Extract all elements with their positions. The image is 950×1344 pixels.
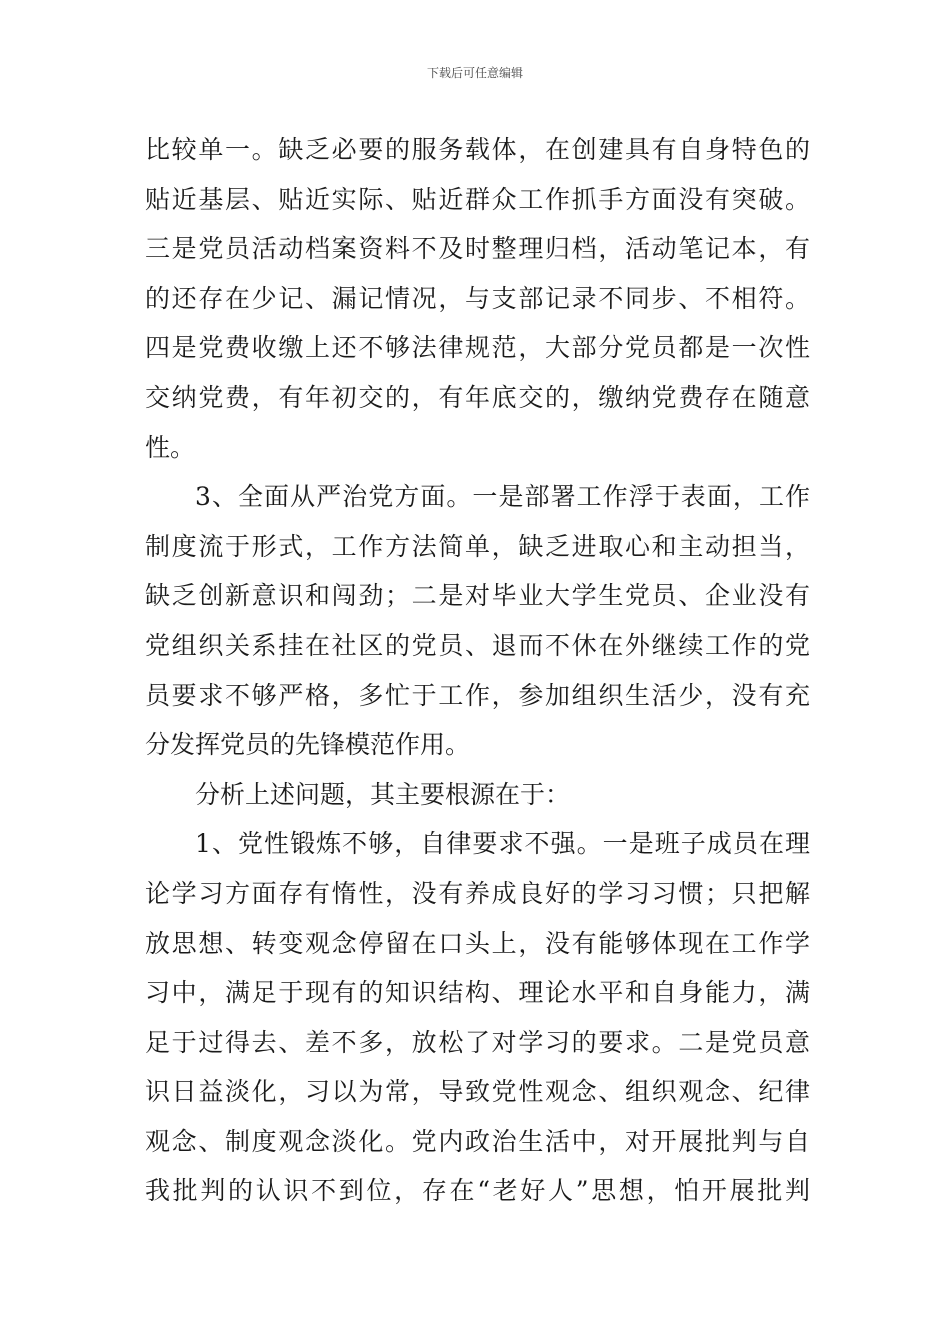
text-line: 我批判的认识不到位，存在“老好人”思想，怕开展批判 (145, 1176, 810, 1206)
text-line: 四是党费收缴上还不够法律规范，大部分党员都是一次性 (145, 333, 810, 363)
text-line: 贴近基层、贴近实际、贴近群众工作抓手方面没有突破。 (145, 184, 810, 214)
text-line: 交纳党费，有年初交的，有年底交的，缴纳党费存在随意 (145, 382, 810, 412)
text-line: 党组织关系挂在社区的党员、退而不休在外继续工作的党 (145, 630, 810, 660)
text-line: 分发挥党员的先锋模范作用。 (145, 730, 471, 760)
text-line: 员要求不够严格，多忙于工作，参加组织生活少，没有充 (145, 680, 810, 710)
page-header: 下载后可任意编辑 (426, 66, 523, 80)
text-line: 识日益淡化，习以为常，导致党性观念、组织观念、纪律 (145, 1077, 810, 1107)
text-line: 缺乏创新意识和闯劲；二是对毕业大学生党员、企业没有 (145, 581, 810, 611)
document-body (145, 125, 810, 1216)
paragraph-start-line: 1、党性锻炼不够，自律要求不强。一是班子成员在理 (195, 829, 810, 859)
text-line: 的还存在少记、漏记情况，与支部记录不同步、不相符。 (145, 283, 810, 313)
text-line: 性。 (145, 432, 196, 462)
text-line: 三是党员活动档案资料不及时整理归档，活动笔记本，有 (145, 234, 810, 264)
paragraph-start-line: 3、全面从严治党方面。一是部署工作浮于表面，工作 (195, 482, 810, 512)
text-line: 制度流于形式，工作方法简单，缺乏进取心和主动担当， (145, 531, 810, 561)
paragraph-start-line: 分析上述问题，其主要根源在于： (195, 779, 571, 809)
text-line: 放思想、转变观念停留在口头上，没有能够体现在工作学 (145, 928, 810, 958)
text-line: 足于过得去、差不多，放松了对学习的要求。二是党员意 (145, 1027, 810, 1057)
text-line: 习中，满足于现有的知识结构、理论水平和自身能力，满 (145, 978, 810, 1008)
text-line: 论学习方面存有惰性，没有养成良好的学习习惯；只把解 (145, 878, 810, 908)
text-line: 观念、制度观念淡化。党内政治生活中，对开展批判与自 (145, 1126, 810, 1156)
text-line: 比较单一。缺乏必要的服务载体，在创建具有自身特色的 (145, 135, 810, 164)
